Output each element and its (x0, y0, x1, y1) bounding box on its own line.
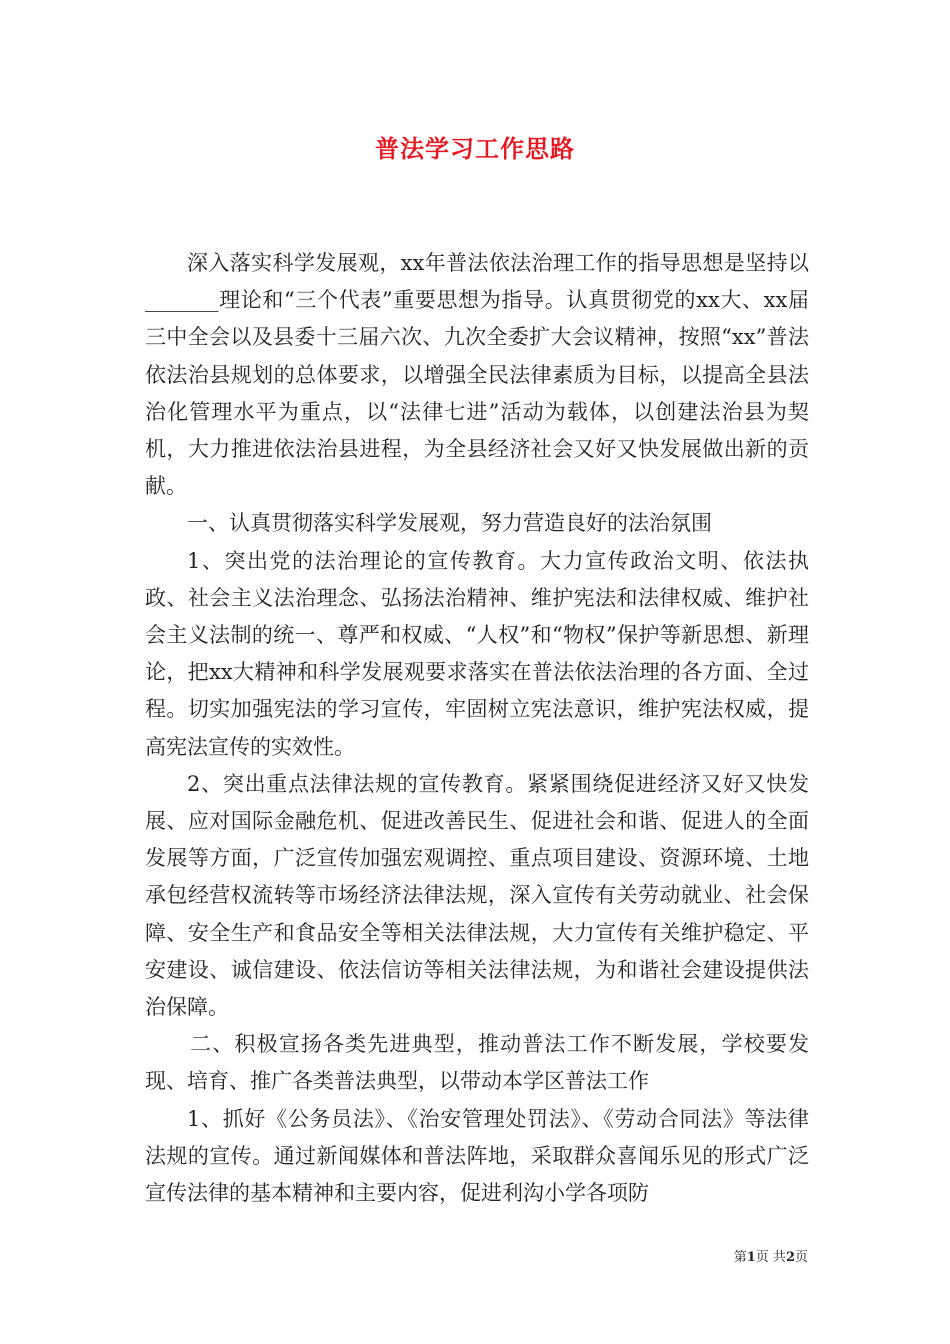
section-heading-2: 二、积极宣扬各类先进典型，推动普法工作不断发展，学校要发现、培育、推广各类普法典型，以带动本学区普法工作 (145, 1032, 809, 1094)
paragraph-item-1-1: 1、突出党的法治理论的宣传教育。大力宣传政治文明、依法执政、社会主义法治理念、弘扬法治精神、维护宪法和法律权威、维护社会主义法制的统一、尊严和权威、“人权”和“物权”保护等新思想、新理论，把xx大精神和科学发展观要求落实在普法依法治理的各方面、全过程。切实加强宪法的学习宣传，牢固树立宪法意识，维护宪法权威，提高宪法宣传的实效性。 (145, 548, 809, 759)
paragraph-item-1-2: 2、突出重点法律法规的宣传教育。紧紧围绕促进经济又好又快发展、应对国际金融危机、促进改善民生、促进社会和谐、促进人的全面发展等方面，广泛宣传加强宏观调控、重点项目建设、资源环境、土地承包经营权流转等市场经济法律法规，深入宣传有关劳动就业、社会保障、安全生产和食品安全等相关法律法规，大力宣传有关维护稳定、平安建设、诚信建设、依法信访等相关法律法规，为和谐社会建设提供法治保障。 (145, 771, 809, 1020)
page-number-footer (700, 1249, 808, 1267)
footer-current-page: 1 (746, 1250, 756, 1265)
document-body (145, 245, 809, 1212)
footer-prefix: 第 (733, 1250, 747, 1265)
footer-total-pages: 2 (785, 1250, 795, 1265)
footer-middle: 页 共 (755, 1250, 786, 1265)
section-heading-1: 一、认真贯彻落实科学发展观，努力营造良好的法治氛围 (187, 511, 712, 536)
document-title: 普法学习工作思路 (375, 134, 575, 163)
paragraph-item-2-1: 1、抓好《公务员法》、《治安管理处罚法》、《劳动合同法》等法律法规的宣传。通过新闻媒体和普法阵地，采取群众喜闻乐见的形式广泛宣传法律的基本精神和主要内容，促进利沟小学各项防 (145, 1106, 809, 1206)
footer-suffix: 页 (794, 1250, 808, 1265)
paragraph-intro: 深入落实科学发展观，xx年普法依法治理工作的指导思想是坚持以_______理论和“三个代表”重要思想为指导。认真贯彻党的xx大、xx届三中全会以及县委十三届六次、九次全委扩大会议精神，按照“xx”普法依法治县规划的总体要求，以增强全民法律素质为目标，以提高全县法治化管理水平为重点，以“法律七进”活动为载体，以创建法治县为契机，大力推进依法治县进程，为全县经济社会又好又快发展做出新的贡献。 (145, 251, 809, 499)
